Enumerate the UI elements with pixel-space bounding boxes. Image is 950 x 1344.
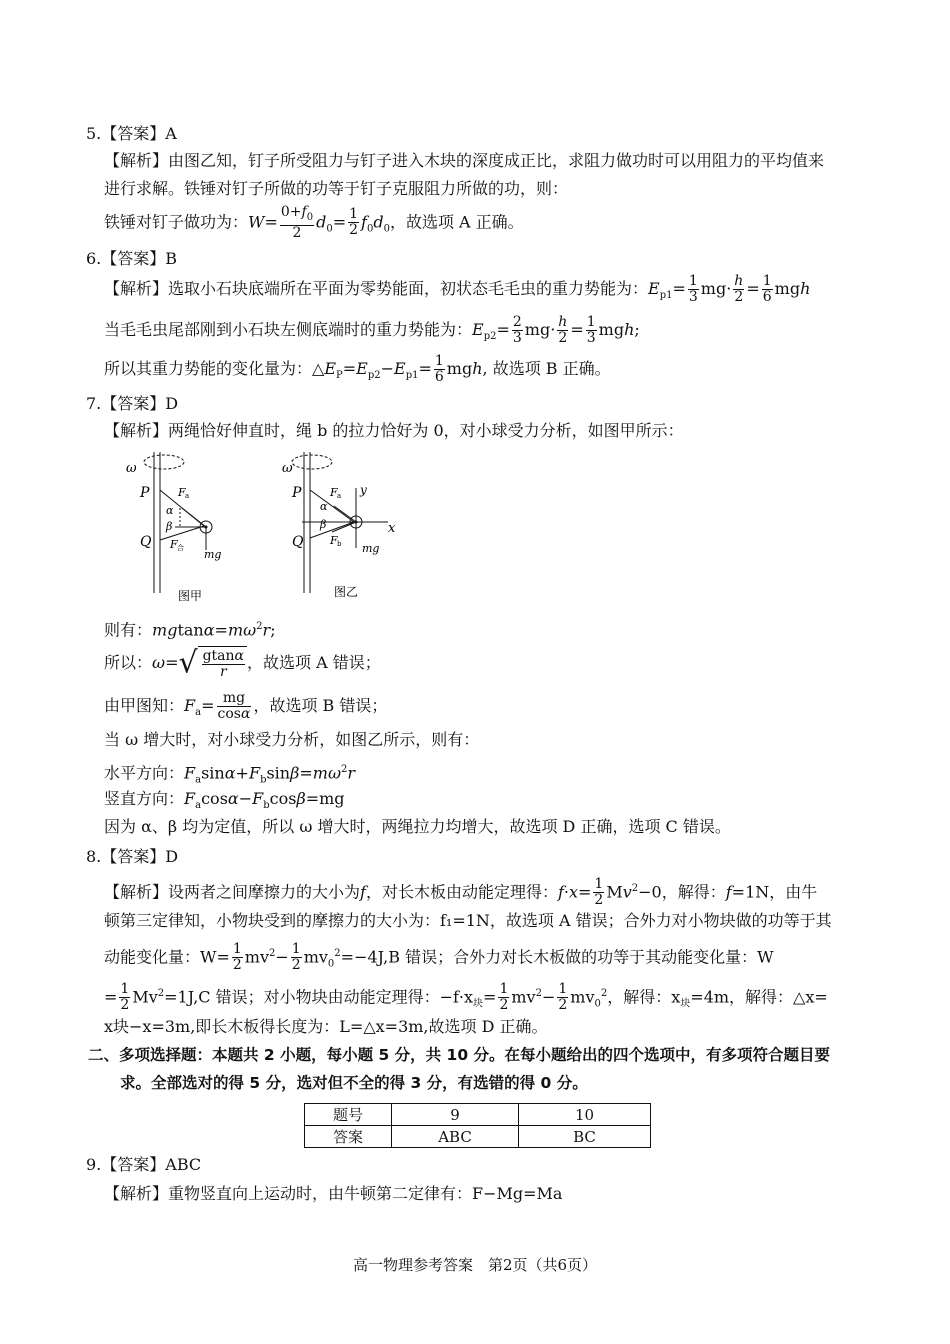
q5-formula-line: 铁锤对钉子做功为：W= $\frac{0+f_0}{2}$ $d_0=$ $\frac{1}{2}$ $f_0d_0$，故选项 A 正确。 — [104, 204, 524, 241]
q7-so: 所以：ω=√ $\frac{gtan\alpha}{r}$ ，故选项 A 错误； — [104, 645, 381, 681]
svg-text:β: β — [166, 520, 173, 533]
svg-text:合: 合 — [177, 544, 184, 552]
svg-text:F: F — [330, 534, 338, 547]
q6-analysis-line1: 【解析】选取小石块底端所在平面为零势能面，初状态毛毛虫的重力势能为：$E_{p1}=$ $\frac{1}{3}$ mg· $\frac{h}{2}$ = $\frac{1}{6}$ mgh — [104, 273, 811, 305]
q9-answer: 9.【答案】ABC — [86, 1155, 202, 1174]
q8-line3: 动能变化量：W= $\frac{1}{2}$ $mv^2-$ $\frac{1}{2}$ $mv_0^2=-4J,B$ 错误；合外力对长木板做的功等于其动能变化量：W — [104, 941, 774, 974]
svg-text:mg: mg — [362, 542, 380, 555]
q8-line4: = $\frac{1}{2}$ $Mv^2=1J,C$ 错误；对小物块由动能定理得：$-f\cdot x_块=$ $\frac{1}{2}$ $mv^2-$ $\frac{1}{2}$ $mv_0^2$，解得：$x_块=4m$，解得：△x= — [104, 981, 828, 1014]
q6-analysis-line3: 所以其重力势能的变化量为：$\triangle E_P=E_{p2}-E_{p1}=$ $\frac{1}{6}$ mgh, 故选项 B 正确。 — [104, 353, 611, 385]
svg-text:ω: ω — [126, 461, 137, 476]
section2-title-line2: 求。全部选对的得 5 分，选对但不全的得 3 分，有选错的得 0 分。 — [120, 1074, 588, 1092]
table-row — [305, 1104, 651, 1126]
q6-analysis-line2: 当毛毛虫尾部刚到小石块左侧底端时的重力势能为：$E_{p2}=$ $\frac{2}{3}$ mg· $\frac{h}{2}$ = $\frac{1}{3}$ mgh; — [104, 314, 640, 346]
fig2-caption: 图乙 — [334, 585, 359, 599]
q7-increase: 当 ω 增大时，对小球受力分析，如图乙所示，则有： — [104, 730, 480, 749]
svg-text:α: α — [166, 504, 174, 517]
page-footer: 高一物理参考答案 第2页（共6页） — [352, 1256, 598, 1274]
figure-jia — [120, 448, 240, 604]
q8-line1: 【解析】设两者之间摩擦力的大小为f，对长木板由动能定理得：f·x= $\frac{1}{2}$ $Mv^2-0$，解得：f=1N，由牛 — [104, 876, 818, 909]
svg-text:β: β — [320, 518, 327, 531]
figure-yi — [282, 448, 412, 604]
svg-text:ω: ω — [282, 461, 293, 476]
q8-line5: x块−x=3m,即长木板得长度为：L=△x=3m,故选项 D 正确。 — [104, 1017, 548, 1036]
svg-text:mg: mg — [204, 548, 222, 561]
q7-conclusion: 因为 α、β 均为定值，所以 ω 增大时，两绳拉力均增大，故选项 D 正确，选项 C 错误。 — [104, 817, 731, 836]
svg-text:a: a — [185, 492, 190, 500]
q7-horizontal: 水平方向：$F_a\sin\alpha+F_b\sin\beta=m\omega^2r$ — [104, 763, 356, 786]
q8-answer: 8.【答案】D — [86, 847, 179, 866]
q7-answer: 7.【答案】D — [86, 394, 179, 413]
fig1-caption: 图甲 — [178, 589, 203, 603]
q7-analysis-line1: 【解析】两绳恰好伸直时，绳 b 的拉力恰好为 0，对小球受力分析，如图甲所示： — [104, 421, 684, 440]
q7-then: 则有：$mgtan\alpha=m\omega^2r$; — [104, 620, 276, 640]
svg-text:b: b — [337, 540, 342, 548]
q5-analysis-line2: 进行求解。铁锤对钉子所做的功等于钉子克服阻力所做的功，则： — [104, 179, 569, 198]
q7-fig: 由甲图知：$F_a=$ $\frac{mg}{\cos\alpha}$ ，故选项 B 错误； — [104, 690, 388, 722]
section2-title-line1: 二、多项选择题：本题共 2 小题，每小题 5 分，共 10 分。在每小题给出的四个选项中，有多项符合题目要 — [88, 1046, 831, 1064]
q8-line2: 顿第三定律知，小物块受到的摩擦力的大小为：f₁=1N，故选项 A 错误；合外力对小物块做的功等于其 — [104, 911, 832, 930]
table-row — [305, 1126, 651, 1148]
svg-text:F: F — [178, 486, 186, 499]
svg-text:F: F — [170, 538, 178, 551]
q7-vertical: 竖直方向：$F_a\cos\alpha-F_b\cos\beta=mg$ — [104, 789, 345, 812]
q5-analysis-line1: 【解析】由图乙知，钉子所受阻力与钉子进入木块的深度成正比，求阻力做功时可以用阻力的平均值来 — [104, 151, 825, 170]
table-cell: 9 — [392, 1104, 519, 1126]
svg-text:P: P — [292, 485, 302, 501]
svg-text:Q: Q — [140, 534, 152, 550]
svg-text:P: P — [140, 485, 150, 501]
q6-answer: 6.【答案】B — [86, 249, 178, 268]
svg-text:F: F — [330, 486, 338, 499]
table-cell: 题号 — [305, 1104, 392, 1126]
q5-answer: 5.【答案】A — [86, 124, 177, 143]
answer-table — [304, 1103, 651, 1148]
table-cell: 答案 — [305, 1126, 392, 1148]
svg-text:Q: Q — [292, 534, 304, 550]
q9-analysis-line1: 【解析】重物竖直向上运动时，由牛顿第二定律有：F−Mg=Ma — [104, 1184, 563, 1203]
table-cell: 10 — [519, 1104, 651, 1126]
svg-text:y: y — [360, 483, 367, 497]
svg-text:a: a — [337, 492, 342, 500]
svg-text:x: x — [388, 521, 396, 536]
table-cell: BC — [519, 1126, 651, 1148]
table-cell: ABC — [392, 1126, 519, 1148]
svg-text:α: α — [320, 500, 328, 513]
